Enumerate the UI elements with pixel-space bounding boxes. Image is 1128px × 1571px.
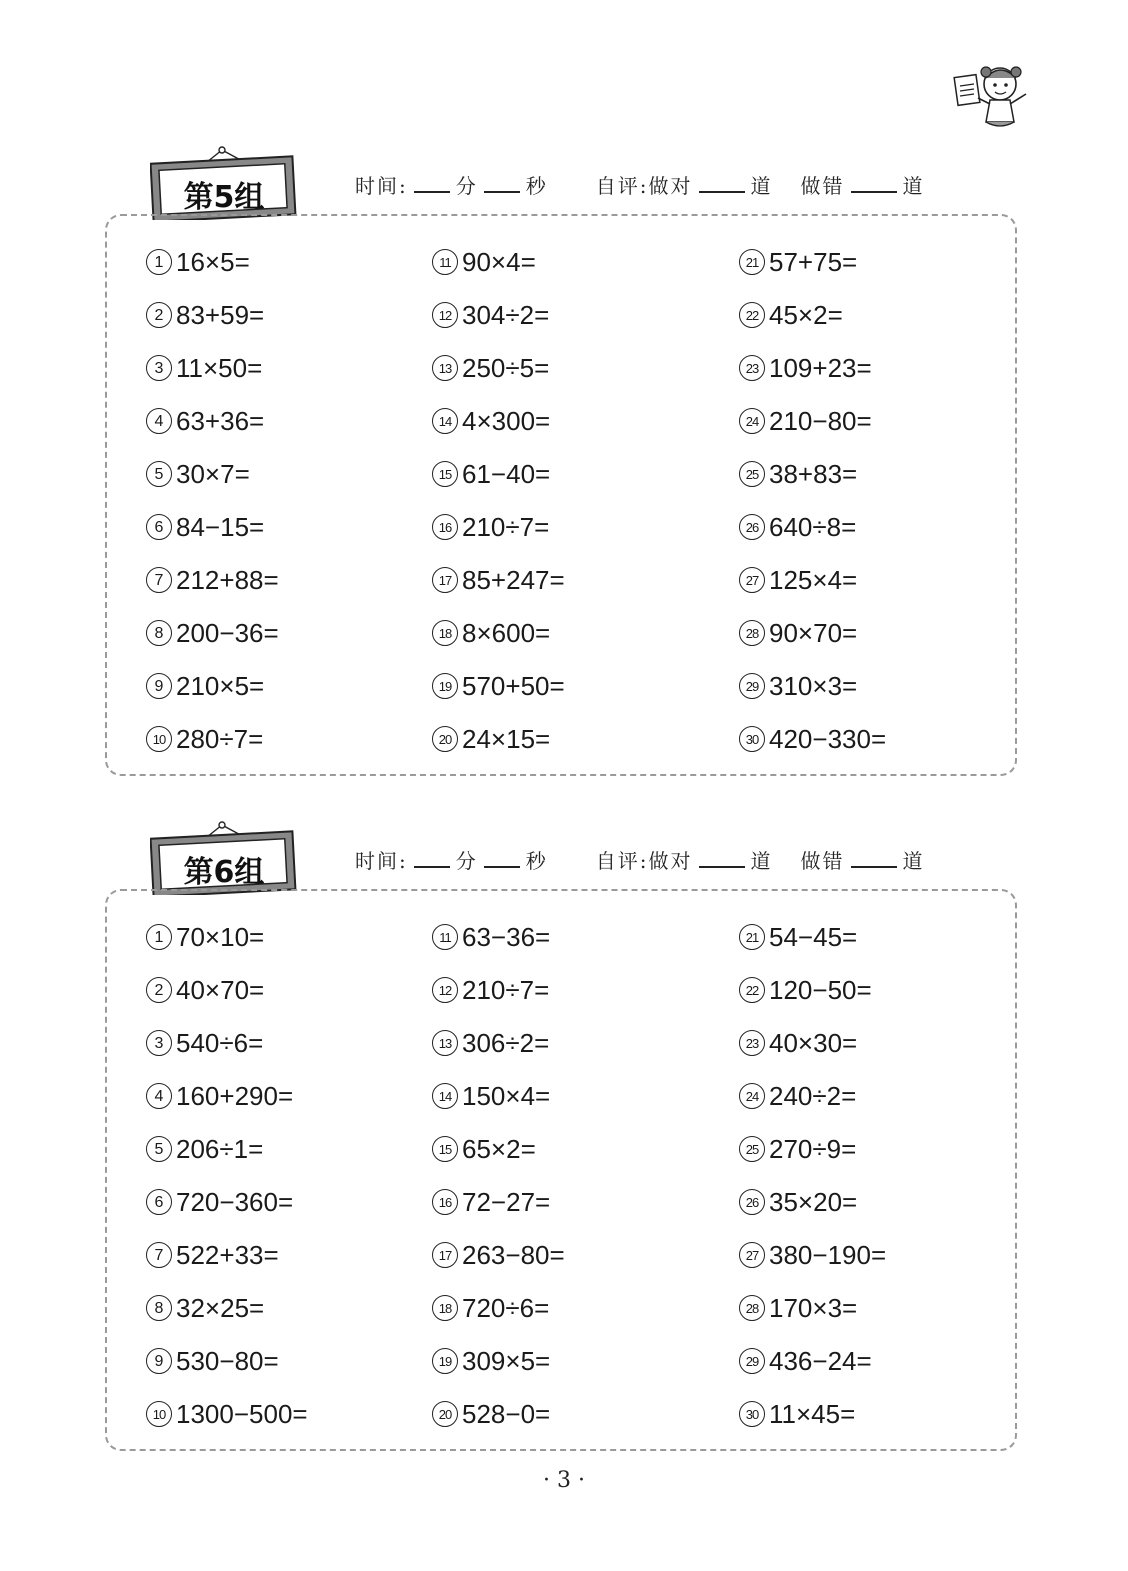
problem-item	[739, 719, 886, 759]
problem-number: 28	[739, 1295, 765, 1321]
wrong-label: 做错	[800, 849, 845, 873]
problem-item	[432, 454, 550, 494]
problem-expression: 160+290=	[176, 1081, 294, 1111]
problem-item	[739, 507, 856, 547]
problem-item	[146, 1288, 264, 1328]
problem-item	[146, 1341, 279, 1381]
problem-expression: 304÷2=	[462, 300, 550, 330]
problem-number: 29	[739, 673, 765, 699]
problem-number: 22	[739, 302, 765, 328]
problem-number: 1	[146, 249, 172, 275]
problem-expression: 85+247=	[462, 565, 565, 595]
problem-expression: 83+59=	[176, 300, 265, 330]
problem-expression: 72−27=	[462, 1187, 551, 1217]
problem-expression: 11×50=	[176, 353, 263, 383]
problem-item	[146, 613, 279, 653]
problem-item	[739, 666, 857, 706]
second-label: 秒	[525, 174, 548, 198]
problem-number: 15	[432, 461, 458, 487]
problem-number: 3	[146, 355, 172, 381]
problem-number: 30	[739, 726, 765, 752]
problem-number: 9	[146, 673, 172, 699]
problem-expression: 310×3=	[769, 671, 858, 701]
problem-expression: 11×45=	[769, 1399, 856, 1429]
problem-expression: 54−45=	[769, 922, 858, 952]
problem-item	[739, 454, 857, 494]
problem-item	[739, 1182, 857, 1222]
problem-item	[739, 401, 872, 441]
problem-expression: 109+23=	[769, 353, 872, 383]
problem-number: 4	[146, 1083, 172, 1109]
problem-number: 11	[432, 924, 458, 950]
problem-number: 7	[146, 1242, 172, 1268]
problem-number: 4	[146, 408, 172, 434]
problem-number: 8	[146, 1295, 172, 1321]
problem-expression: 30×7=	[176, 459, 250, 489]
problem-expression: 63+36=	[176, 406, 265, 436]
problem-number: 17	[432, 567, 458, 593]
problem-expression: 70×10=	[176, 922, 265, 952]
problem-expression: 250÷5=	[462, 353, 550, 383]
problem-item	[146, 666, 264, 706]
wrong-count-blank[interactable]	[851, 173, 897, 193]
problem-number: 3	[146, 1030, 172, 1056]
problem-expression: 170×3=	[769, 1293, 858, 1323]
problem-number: 26	[739, 514, 765, 540]
problem-item	[432, 348, 549, 388]
problem-item	[739, 1129, 856, 1169]
problem-number: 14	[432, 408, 458, 434]
problem-item	[146, 348, 262, 388]
wrong-label: 做错	[800, 174, 845, 198]
dao-label: 道	[902, 849, 925, 873]
problem-expression: 90×4=	[462, 247, 536, 277]
problem-expression: 530−80=	[176, 1346, 279, 1376]
problem-number: 5	[146, 1136, 172, 1162]
problem-number: 5	[146, 461, 172, 487]
problem-item	[432, 1394, 550, 1434]
problem-expression: 212+88=	[176, 565, 279, 595]
problem-number: 18	[432, 620, 458, 646]
problem-expression: 420−330=	[769, 724, 887, 754]
problem-item	[739, 917, 857, 957]
problem-number: 13	[432, 355, 458, 381]
problem-item	[739, 1023, 857, 1063]
problem-number: 30	[739, 1401, 765, 1427]
timing-header	[355, 170, 995, 200]
problem-item	[146, 1235, 279, 1275]
problem-number: 21	[739, 924, 765, 950]
problem-number: 7	[146, 567, 172, 593]
problem-expression: 150×4=	[462, 1081, 551, 1111]
problem-expression: 90×70=	[769, 618, 858, 648]
problem-item	[432, 719, 550, 759]
problem-item	[146, 401, 264, 441]
group-title: 第6组	[183, 855, 265, 890]
problem-item	[432, 1129, 536, 1169]
minutes-blank[interactable]	[414, 848, 450, 868]
problem-expression: 210×5=	[176, 671, 265, 701]
problem-item	[146, 1129, 263, 1169]
problem-number: 2	[146, 977, 172, 1003]
problem-number: 17	[432, 1242, 458, 1268]
problem-expression: 206÷1=	[176, 1134, 264, 1164]
problem-expression: 309×5=	[462, 1346, 551, 1376]
problem-number: 2	[146, 302, 172, 328]
time-label: 时间:	[355, 849, 408, 873]
problem-expression: 436−24=	[769, 1346, 872, 1376]
problem-item	[432, 1235, 565, 1275]
problem-expression: 380−190=	[769, 1240, 887, 1270]
problem-item	[146, 242, 250, 282]
problem-item	[432, 401, 550, 441]
problem-expression: 120−50=	[769, 975, 872, 1005]
problem-expression: 306÷2=	[462, 1028, 550, 1058]
problem-item	[739, 1235, 886, 1275]
problem-number: 28	[739, 620, 765, 646]
problem-expression: 720÷6=	[462, 1293, 550, 1323]
correct-count-blank[interactable]	[699, 173, 745, 193]
problem-number: 20	[432, 1401, 458, 1427]
problem-item	[739, 560, 857, 600]
problem-item	[432, 1023, 549, 1063]
problem-item	[432, 295, 549, 335]
group-title-sign	[150, 817, 298, 895]
self-eval-label: 自评:做对	[595, 174, 693, 198]
problem-number: 29	[739, 1348, 765, 1374]
problem-number: 11	[432, 249, 458, 275]
problem-expression: 570+50=	[462, 671, 565, 701]
problem-item	[146, 295, 264, 335]
problem-item	[739, 295, 843, 335]
problem-number: 18	[432, 1295, 458, 1321]
problem-number: 6	[146, 514, 172, 540]
problem-number: 21	[739, 249, 765, 275]
problem-number: 16	[432, 514, 458, 540]
problem-item	[432, 613, 550, 653]
second-label: 秒	[525, 849, 548, 873]
problem-number: 1	[146, 924, 172, 950]
problem-number: 23	[739, 1030, 765, 1056]
problem-expression: 263−80=	[462, 1240, 565, 1270]
dao-label: 道	[750, 174, 773, 198]
problem-number: 22	[739, 977, 765, 1003]
problem-item	[739, 348, 872, 388]
problem-item	[146, 1394, 308, 1434]
problem-number: 16	[432, 1189, 458, 1215]
problem-expression: 125×4=	[769, 565, 858, 595]
problem-item	[146, 917, 264, 957]
problem-number: 26	[739, 1189, 765, 1215]
problem-number: 24	[739, 1083, 765, 1109]
timing-header	[355, 845, 995, 875]
problem-expression: 210÷7=	[462, 975, 550, 1005]
problem-item	[739, 613, 857, 653]
page-number: · 3 ·	[543, 1468, 585, 1493]
problem-expression: 210−80=	[769, 406, 872, 436]
problem-item	[739, 1288, 857, 1328]
problem-item	[146, 1182, 293, 1222]
problem-expression: 45×2=	[769, 300, 843, 330]
problem-number: 25	[739, 1136, 765, 1162]
problem-expression: 1300−500=	[176, 1399, 308, 1429]
problem-number: 19	[432, 673, 458, 699]
problem-item	[432, 507, 549, 547]
dao-label: 道	[902, 174, 925, 198]
problem-number: 10	[146, 726, 172, 752]
dao-label: 道	[750, 849, 773, 873]
problem-expression: 540÷6=	[176, 1028, 264, 1058]
problem-item	[739, 970, 872, 1010]
problem-expression: 640÷8=	[769, 512, 857, 542]
problem-item	[146, 970, 264, 1010]
problem-expression: 32×25=	[176, 1293, 265, 1323]
problem-number: 15	[432, 1136, 458, 1162]
problem-expression: 57+75=	[769, 247, 858, 277]
seconds-blank[interactable]	[484, 848, 520, 868]
minute-label: 分	[455, 849, 478, 873]
problem-number: 8	[146, 620, 172, 646]
problem-item	[432, 1182, 550, 1222]
problem-expression: 61−40=	[462, 459, 551, 489]
mascot-illustration	[950, 58, 1040, 133]
problem-item	[432, 560, 565, 600]
problem-expression: 210÷7=	[462, 512, 550, 542]
problem-expression: 528−0=	[462, 1399, 551, 1429]
problem-number: 9	[146, 1348, 172, 1374]
problem-item	[146, 560, 279, 600]
problem-expression: 240÷2=	[769, 1081, 857, 1111]
problem-item	[739, 242, 857, 282]
problem-number: 27	[739, 567, 765, 593]
problem-item	[432, 970, 549, 1010]
problem-item	[432, 1341, 550, 1381]
problem-number: 19	[432, 1348, 458, 1374]
problem-expression: 16×5=	[176, 247, 250, 277]
problem-number: 12	[432, 977, 458, 1003]
problem-item	[146, 454, 250, 494]
problem-number: 23	[739, 355, 765, 381]
problem-item	[432, 666, 565, 706]
problem-expression: 522+33=	[176, 1240, 279, 1270]
time-label: 时间:	[355, 174, 408, 198]
self-eval-label: 自评:做对	[595, 849, 693, 873]
correct-count-blank[interactable]	[699, 848, 745, 868]
problem-item	[146, 507, 264, 547]
group-title: 第5组	[183, 180, 265, 215]
problem-expression: 270÷9=	[769, 1134, 857, 1164]
problem-expression: 8×600=	[462, 618, 551, 648]
problem-expression: 35×20=	[769, 1187, 858, 1217]
problem-item	[432, 1288, 549, 1328]
problem-item	[739, 1394, 855, 1434]
minute-label: 分	[455, 174, 478, 198]
problem-expression: 720−360=	[176, 1187, 294, 1217]
problem-number: 27	[739, 1242, 765, 1268]
seconds-blank[interactable]	[484, 173, 520, 193]
problem-number: 20	[432, 726, 458, 752]
problem-item	[432, 1076, 550, 1116]
problem-number: 25	[739, 461, 765, 487]
group-title-sign	[150, 142, 298, 220]
problem-number: 12	[432, 302, 458, 328]
problem-expression: 84−15=	[176, 512, 265, 542]
problem-item	[146, 719, 263, 759]
problem-expression: 63−36=	[462, 922, 551, 952]
problem-number: 24	[739, 408, 765, 434]
problem-item	[432, 242, 536, 282]
problem-number: 6	[146, 1189, 172, 1215]
problem-expression: 200−36=	[176, 618, 279, 648]
minutes-blank[interactable]	[414, 173, 450, 193]
problem-number: 13	[432, 1030, 458, 1056]
problem-expression: 4×300=	[462, 406, 551, 436]
problem-item	[146, 1076, 293, 1116]
wrong-count-blank[interactable]	[851, 848, 897, 868]
problem-item	[739, 1341, 872, 1381]
problem-expression: 38+83=	[769, 459, 858, 489]
problem-item	[146, 1023, 263, 1063]
problem-item	[432, 917, 550, 957]
problem-item	[739, 1076, 856, 1116]
problem-number: 14	[432, 1083, 458, 1109]
problem-expression: 280÷7=	[176, 724, 264, 754]
problem-expression: 40×70=	[176, 975, 265, 1005]
problem-number: 10	[146, 1401, 172, 1427]
problem-expression: 65×2=	[462, 1134, 536, 1164]
problem-expression: 40×30=	[769, 1028, 858, 1058]
problem-expression: 24×15=	[462, 724, 551, 754]
